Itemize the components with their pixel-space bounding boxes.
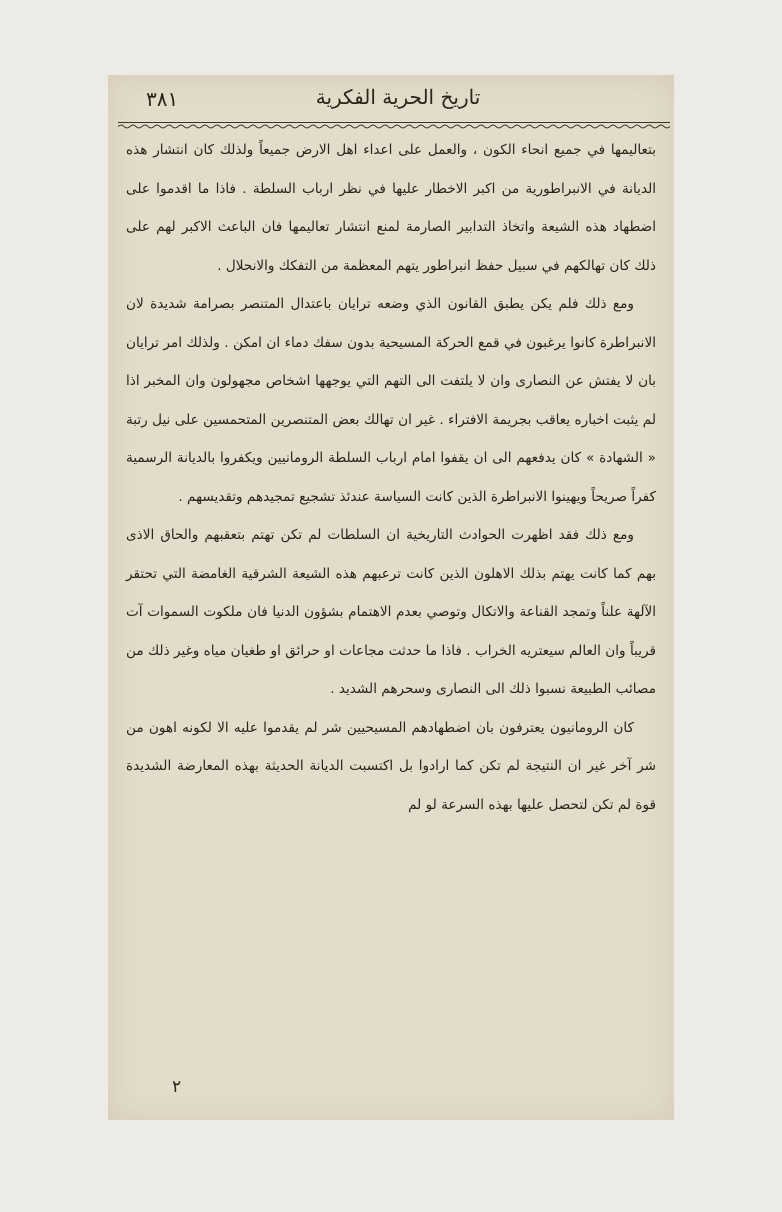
paragraph-4: كان الرومانيون يعترفون بان اضطهادهم المسيحيين شر لم يقدموا عليه الا لكونه اهون من شر آخر غير ان النتيجة لم تكن كما ارادوا بل اكتسبت الديانة الحديثة بهذه المعارضة الشديدة قوة لم تكن لتحصل عليها بهذه السرعة لو لم xyxy=(126,719,656,813)
paragraph-3: ومع ذلك فقد اظهرت الحوادث التاريخية ان السلطات لم تكن تهتم بتعقبهم والحاق الاذى بهم كما كانت يهتم بذلك الاهلون الذين كانت ترعبهم هذه الشيعة الشرقية الغامضة التي تحتقر الآلهة علناً وتمجد القناعة والاتكال وتوصي بعدم الاهتمام بشؤون الدنيا فان ملكوت السموات آت قريباً وان العالم سيعتريه الخراب . فاذا ما حدثت مجاعات او حرائق او طغيان مياه وغير ذلك من مصائب الطبيعة نسبوا ذلك الى النصارى وسحرهم الشديد . xyxy=(126,527,656,697)
body-text xyxy=(126,131,656,824)
ornamental-rule xyxy=(118,121,670,129)
running-title: تاريخ الحرية الفكرية xyxy=(315,85,481,109)
signature-mark: ٢ xyxy=(172,1077,182,1097)
page-number: ٣٨١ xyxy=(146,87,179,111)
paragraph-1: بتعاليمها في جميع انحاء الكون ، والعمل على اعداء اهل الارض جميعاً ولذلك كان انتشار هذه الديانة في الانبراطورية من اكبر الاخطار عليها في نظر ارباب السلطة . فاذا ما اقدموا على اضطهاد هذه الشيعة واتخاذ التدابير الصارمة لمنع انتشار تعاليمها فان الباعث الاكبر لهم على ذلك كان تهالكهم في سبيل حفظ انبراطور يتهم المعظمة من التفكك والانحلال . xyxy=(126,142,656,274)
page-header xyxy=(108,75,674,121)
book-page xyxy=(108,75,674,1120)
paragraph-2: ومع ذلك فلم يكن يطبق القانون الذي وضعه ترايان باعتدال المتنصر بصرامة شديدة لان الانبراطرة كانوا يرغبون في قمع الحركة المسيحية بدون سفك دماء ان امكن . ولذلك امر ترايان بان لا يفتش عن النصارى وان لا يلتفت الى التهم التي يوجهها اشخاص مجهولون وان المخبر اذا لم يثبت اخباره يعاقب بجريمة الافتراء . غير ان تهالك بعض المتنصرين المتحمسين على نيل رتبة « الشهادة » كان يدفعهم الى ان يقفوا امام ارباب السلطة الرومانيين ويكفروا بالديانة الرسمية كفراً صريحاً ويهينوا الانبراطرة الذين كانت السياسة عندئذ تشجيع تمجيدهم وتقديسهم . xyxy=(126,296,656,505)
